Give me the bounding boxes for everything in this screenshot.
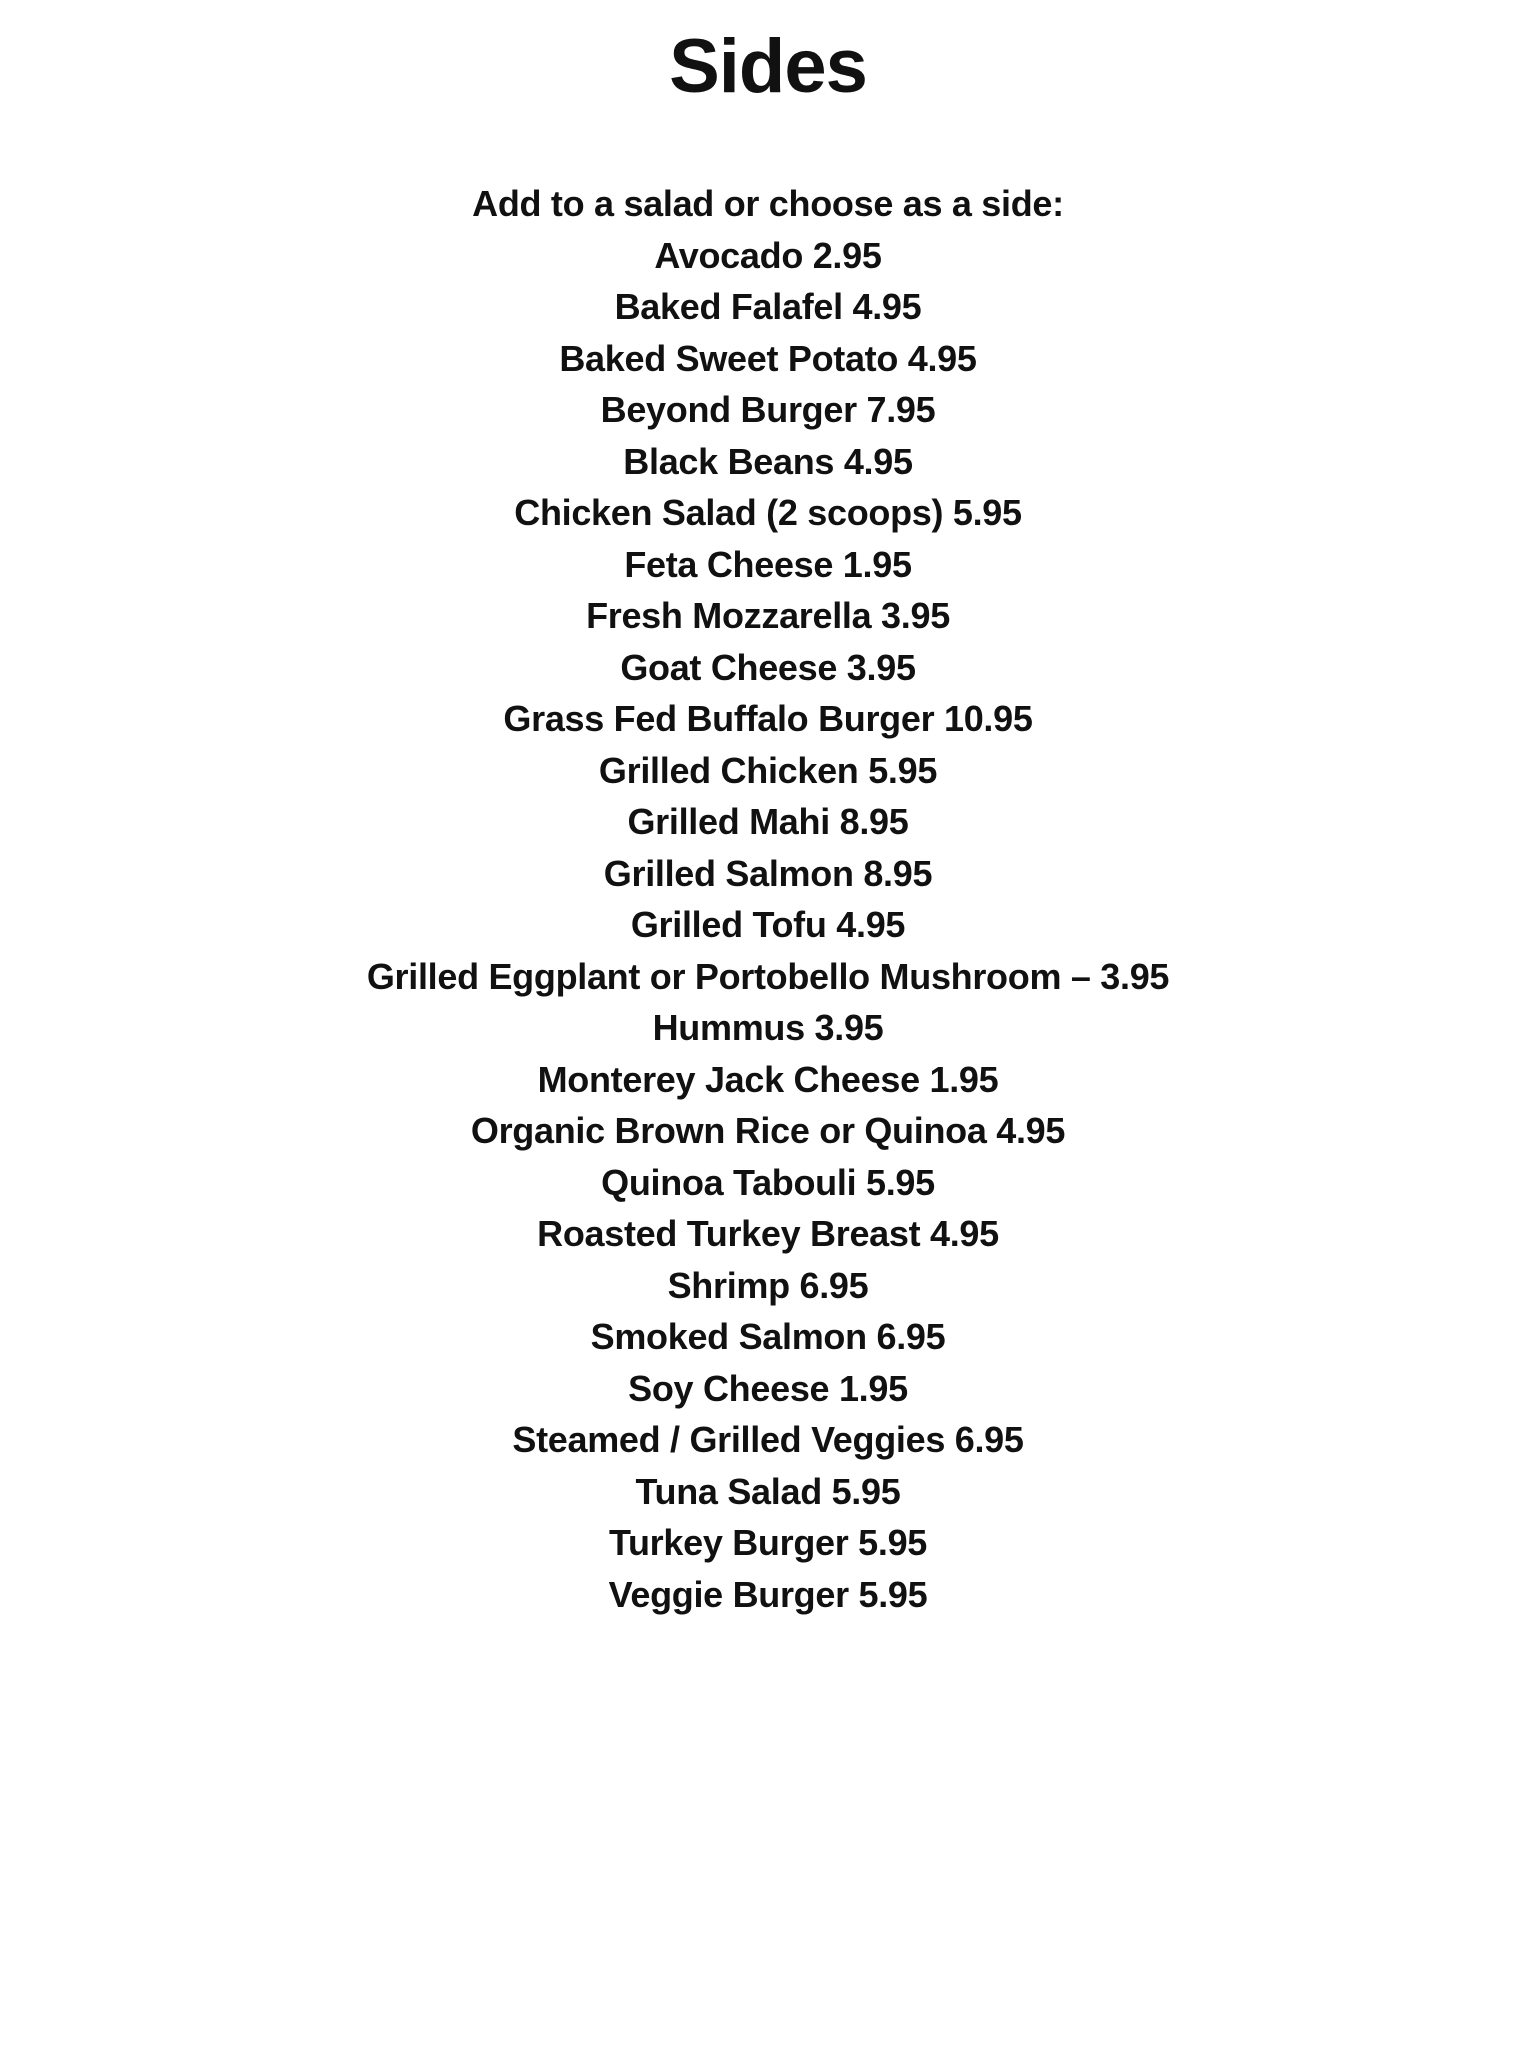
sides-list: [0, 230, 1536, 1621]
menu-item-feta-cheese: Feta Cheese 1.95: [624, 543, 912, 585]
menu-item-grilled-mahi: Grilled Mahi 8.95: [627, 801, 909, 842]
menu-item-baked-sweet-potato: Baked Sweet Potato 4.95: [559, 337, 977, 379]
menu-item-smoked-salmon: Smoked Salmon 6.95: [590, 1316, 946, 1357]
menu-item-roasted-turkey-breast: Roasted Turkey Breast 4.95: [537, 1213, 999, 1254]
menu-item-black-beans: Black Beans 4.95: [623, 440, 913, 482]
menu-item-grilled-chicken: Grilled Chicken 5.95: [598, 749, 938, 791]
menu-item-grilled-eggplant-portobello: Grilled Eggplant or Portobello Mushroom – 3.95: [366, 955, 1170, 997]
menu-item-quinoa-tabouli: Quinoa Tabouli 5.95: [601, 1161, 935, 1203]
menu-item-beyond-burger: Beyond Burger 7.95: [600, 389, 936, 430]
menu-intro: Add to a salad or choose as a side:: [472, 183, 1064, 224]
menu-item-goat-cheese: Goat Cheese 3.95: [620, 646, 916, 688]
menu-item-grass-fed-buffalo-burger: Grass Fed Buffalo Burger 10.95: [503, 698, 1033, 739]
menu-item-steamed-grilled-veggies: Steamed / Grilled Veggies 6.95: [512, 1419, 1024, 1460]
menu-item-organic-brown-rice-quinoa: Organic Brown Rice or Quinoa 4.95: [470, 1110, 1066, 1151]
menu-item-grilled-tofu: Grilled Tofu 4.95: [630, 904, 906, 945]
menu-item-shrimp: Shrimp 6.95: [667, 1264, 869, 1306]
menu-item-monterey-jack-cheese: Monterey Jack Cheese 1.95: [537, 1058, 999, 1100]
menu-item-baked-falafel: Baked Falafel 4.95: [614, 286, 922, 327]
menu-item-chicken-salad: Chicken Salad (2 scoops) 5.95: [514, 492, 1022, 533]
menu-item-grilled-salmon: Grilled Salmon 8.95: [603, 852, 933, 894]
menu-item-hummus: Hummus 3.95: [652, 1007, 884, 1048]
sides-menu: [0, 178, 1536, 1620]
menu-item-tuna-salad: Tuna Salad 5.95: [635, 1470, 901, 1512]
menu-item-soy-cheese: Soy Cheese 1.95: [628, 1367, 908, 1409]
page-title: Sides: [669, 24, 867, 109]
menu-item-veggie-burger: Veggie Burger 5.95: [608, 1573, 928, 1615]
menu-item-turkey-burger: Turkey Burger 5.95: [608, 1522, 928, 1563]
menu-item-avocado: Avocado 2.95: [654, 234, 882, 276]
menu-item-fresh-mozzarella: Fresh Mozzarella 3.95: [586, 595, 950, 636]
